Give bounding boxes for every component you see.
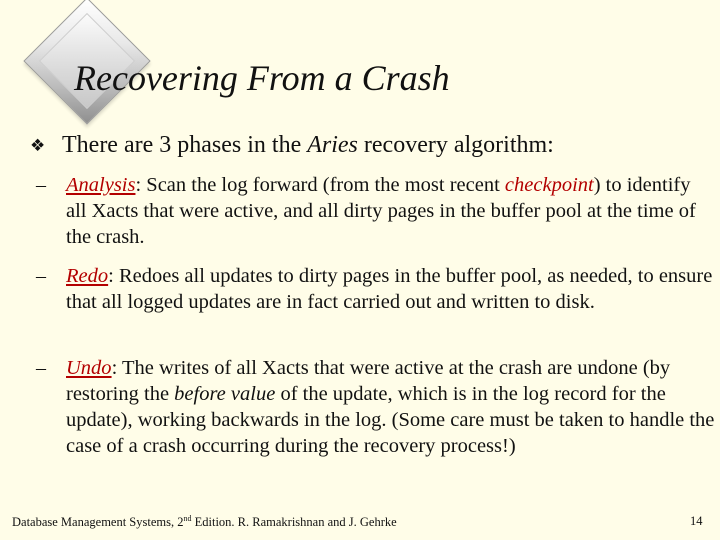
phase-term-analysis: Analysis: [66, 174, 136, 196]
page-number: 14: [690, 514, 703, 528]
phase-analysis-text-a: : Scan the log forward (from the most recent: [135, 174, 505, 196]
footer-citation: [12, 514, 397, 530]
footer-text-b: Edition. R. Ramakrishnan and J. Gehrke: [191, 515, 397, 530]
checkpoint-term: checkpoint: [504, 174, 594, 196]
phase-term-redo: Redo: [66, 265, 109, 287]
slide-title: Recovering From a Crash: [74, 58, 450, 98]
phase-redo: [66, 263, 716, 315]
phase-term-undo: Undo: [66, 357, 112, 379]
phase-analysis-text-b: ) to identify all Xacts that were active, and all dirty pages in the buffer pool at the time of the crash.: [66, 174, 696, 248]
diamond-bullet-icon: ❖: [30, 136, 46, 156]
phase-undo-text-b: of the update, which is in the log record for the update), working backwards in the log. (Some care must be taken to handle the case of a crash occurring during the recovery process!): [66, 383, 715, 457]
main-bullet-text: [62, 132, 554, 159]
phase-undo: [66, 355, 716, 459]
phase-redo-text: : Redoes all updates to dirty pages in the buffer pool, as needed, to ensure that all logged updates are in fact carried out and written to disk.: [66, 265, 713, 313]
before-value-emphasis: before value: [174, 383, 276, 405]
dash-bullet-undo: –: [36, 357, 46, 379]
main-bullet-prefix: There are 3 phases in the: [62, 132, 308, 158]
footer-text-a: Database Management Systems, 2: [12, 515, 184, 530]
phase-undo-text-a: : The writes of all Xacts that were active at the crash are undone (by restoring the: [66, 357, 671, 405]
main-bullet-suffix: recovery algorithm:: [357, 132, 554, 158]
footer-superscript: nd: [183, 514, 192, 523]
dash-bullet-redo: –: [36, 265, 46, 287]
dash-bullet-analysis: –: [36, 174, 46, 196]
main-bullet-emphasis: Aries: [307, 132, 358, 158]
phase-analysis: [66, 172, 716, 250]
